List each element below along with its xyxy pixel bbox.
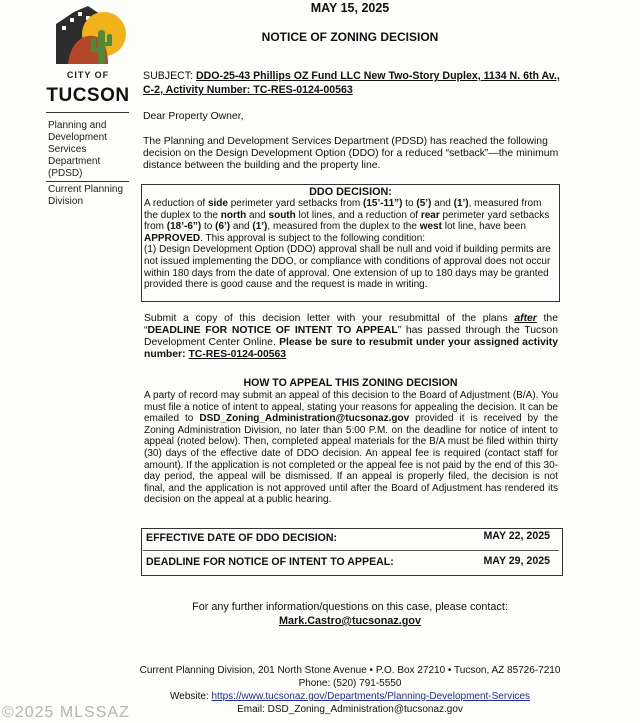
subject-label: SUBJECT: — [143, 70, 194, 82]
decision-value: (1’) — [252, 221, 268, 233]
decision-title: DDO DECISION: — [309, 186, 392, 198]
decision-side: side — [207, 198, 228, 209]
submit-deadline-name: DEADLINE FOR NOTICE OF INTENT TO APPEAL — [147, 325, 398, 336]
decision-value: (5’) — [416, 198, 432, 209]
footer-website-link[interactable]: https://www.tucsonaz.gov/Departments/Planning-Development-Services — [211, 691, 530, 702]
appeal-email-link[interactable]: DSD_Zoning_Administration@tucsonaz.gov — [199, 413, 410, 425]
submit-paragraph — [144, 313, 558, 361]
decision-text: , measured from the duplex to the — [144, 198, 542, 221]
decision-south: south — [268, 209, 296, 221]
decision-text: and — [431, 198, 454, 209]
letter-date: MAY 15, 2025 — [310, 1, 390, 15]
decision-text: to — [402, 198, 417, 209]
decision-rear: rear — [420, 209, 440, 221]
decision-north: north — [220, 209, 247, 221]
effective-date-value: MAY 22, 2025 — [483, 530, 550, 542]
deadline-label: DEADLINE FOR NOTICE OF INTENT TO APPEAL: — [146, 556, 394, 568]
subject-line — [143, 69, 563, 97]
decision-condition: (1) Design Development Option (DDO) approval shall be null and void if building permits are not issued implementing the DDO, or compliance with conditions of approval does not occur within 180 days from the date of approval. One extension of up to 180 days may be granted provided there is good cause and the request is made in writing. — [144, 244, 551, 291]
decision-text: . This approval is subject to the following condition: — [200, 232, 426, 244]
watermark: ©2025 MLSSAZ — [2, 704, 130, 721]
sidebar-divider — [46, 112, 129, 113]
footer-phone: Phone: (520) 791-5550 — [298, 678, 402, 689]
decision-value: (15’-11”) — [363, 198, 403, 209]
decision-value: (1’) — [453, 198, 469, 209]
salutation: Dear Property Owner, — [143, 111, 244, 122]
decision-value: (6’) — [215, 221, 231, 233]
dates-divider — [143, 550, 559, 551]
submit-text: Submit a copy of this decision letter with your resubmittal of the plans — [144, 313, 515, 324]
sidebar-divider — [46, 181, 129, 182]
contact-text: For any further information/questions on this case, please contact: — [192, 601, 508, 613]
sidebar-department: Planning and Development Services Department (PDSD) — [48, 120, 107, 179]
submit-activity-number: TC-RES-0124-00563 — [188, 349, 287, 360]
decision-text: lot line, have been — [441, 221, 526, 233]
decision-value: (18’-6”) — [166, 221, 202, 233]
logo-tucson: TUCSON — [46, 85, 130, 106]
decision-text: A reduction of — [144, 198, 208, 209]
effective-date-label: EFFECTIVE DATE OF DDO DECISION: — [146, 532, 338, 544]
footer-address: Current Planning Division, 201 North Stone Avenue • P.O. Box 27210 • Tucson, AZ 85726-7210 — [139, 665, 561, 676]
appeal-body — [144, 390, 558, 506]
deadline-value: MAY 29, 2025 — [483, 555, 550, 567]
appeal-title: HOW TO APPEAL THIS ZONING DECISION — [243, 377, 458, 389]
decision-text: perimeter yard setbacks from — [144, 209, 550, 233]
footer-website-label: Website: — [170, 691, 212, 702]
logo-city-of: CITY OF — [66, 70, 110, 80]
contact-email-link[interactable]: Mark.Castro@tucsonaz.gov — [279, 615, 421, 627]
footer-website — [60, 691, 640, 702]
subject-text-2: C-2, Activity Number: TC-RES-0124-00563 — [143, 84, 353, 96]
submit-bold: Please be sure to resubmit under your assigned activity number: — [144, 337, 558, 360]
decision-text: perimeter yard setbacks from — [227, 198, 363, 209]
decision-text: and — [230, 221, 253, 233]
city-of-tucson-logo-icon — [48, 4, 128, 66]
footer-email: Email: DSD_Zoning_Administration@tucsonaz.gov — [237, 704, 463, 715]
decision-text: lot lines, and a reduction of — [295, 209, 421, 221]
intro-paragraph: The Planning and Development Services Department (PDSD) has reached the following decision on the Design Development Option (DDO) for a reduced “setback”—the minimum distance between the building and the property line. — [143, 136, 559, 171]
letter-title: NOTICE OF ZONING DECISION — [261, 30, 439, 44]
decision-body — [144, 198, 558, 291]
sidebar-division: Current Planning Division — [48, 184, 124, 207]
appeal-text: A party of record may submit an appeal of this decision to the Board of Adjustment (B/A). You must file a notice of intent to appeal, stating your reasons for appealing the decision. It can be emailed to — [144, 390, 558, 425]
decision-text: and — [246, 209, 269, 221]
submit-after: after — [514, 313, 537, 324]
decision-text: to — [201, 221, 216, 233]
appeal-text: provided it is received by the Zoning Administration Division, no later than 5:00 P.M. on the deadline for notice of intent to appeal (noted below). Then, completed appeal materials for the B/A must be filed within thirty (30) days of the effective date of DDO decision. An appeal fee is required (contact staff for amount). If the application is not completed or the appeal fee is not paid by the end of this 30-day period, the appeal will be dismissed. If an appeal is properly filed, the decision is not final, and the application is not approved until after the Board of Adjustment has rendered its decision on the appeal at a public hearing. — [144, 413, 558, 506]
decision-west: west — [419, 221, 442, 233]
submit-text: ” has passed through the Tucson Development Center Online. — [144, 325, 558, 348]
submit-text: the “ — [144, 313, 558, 336]
subject-text-1: DDO-25-43 Phillips OZ Fund LLC New Two-Story Duplex, 1134 N. 6th Av., — [196, 70, 560, 82]
decision-text: , measured from the duplex to the — [267, 221, 420, 233]
decision-approved: APPROVED — [144, 232, 201, 244]
